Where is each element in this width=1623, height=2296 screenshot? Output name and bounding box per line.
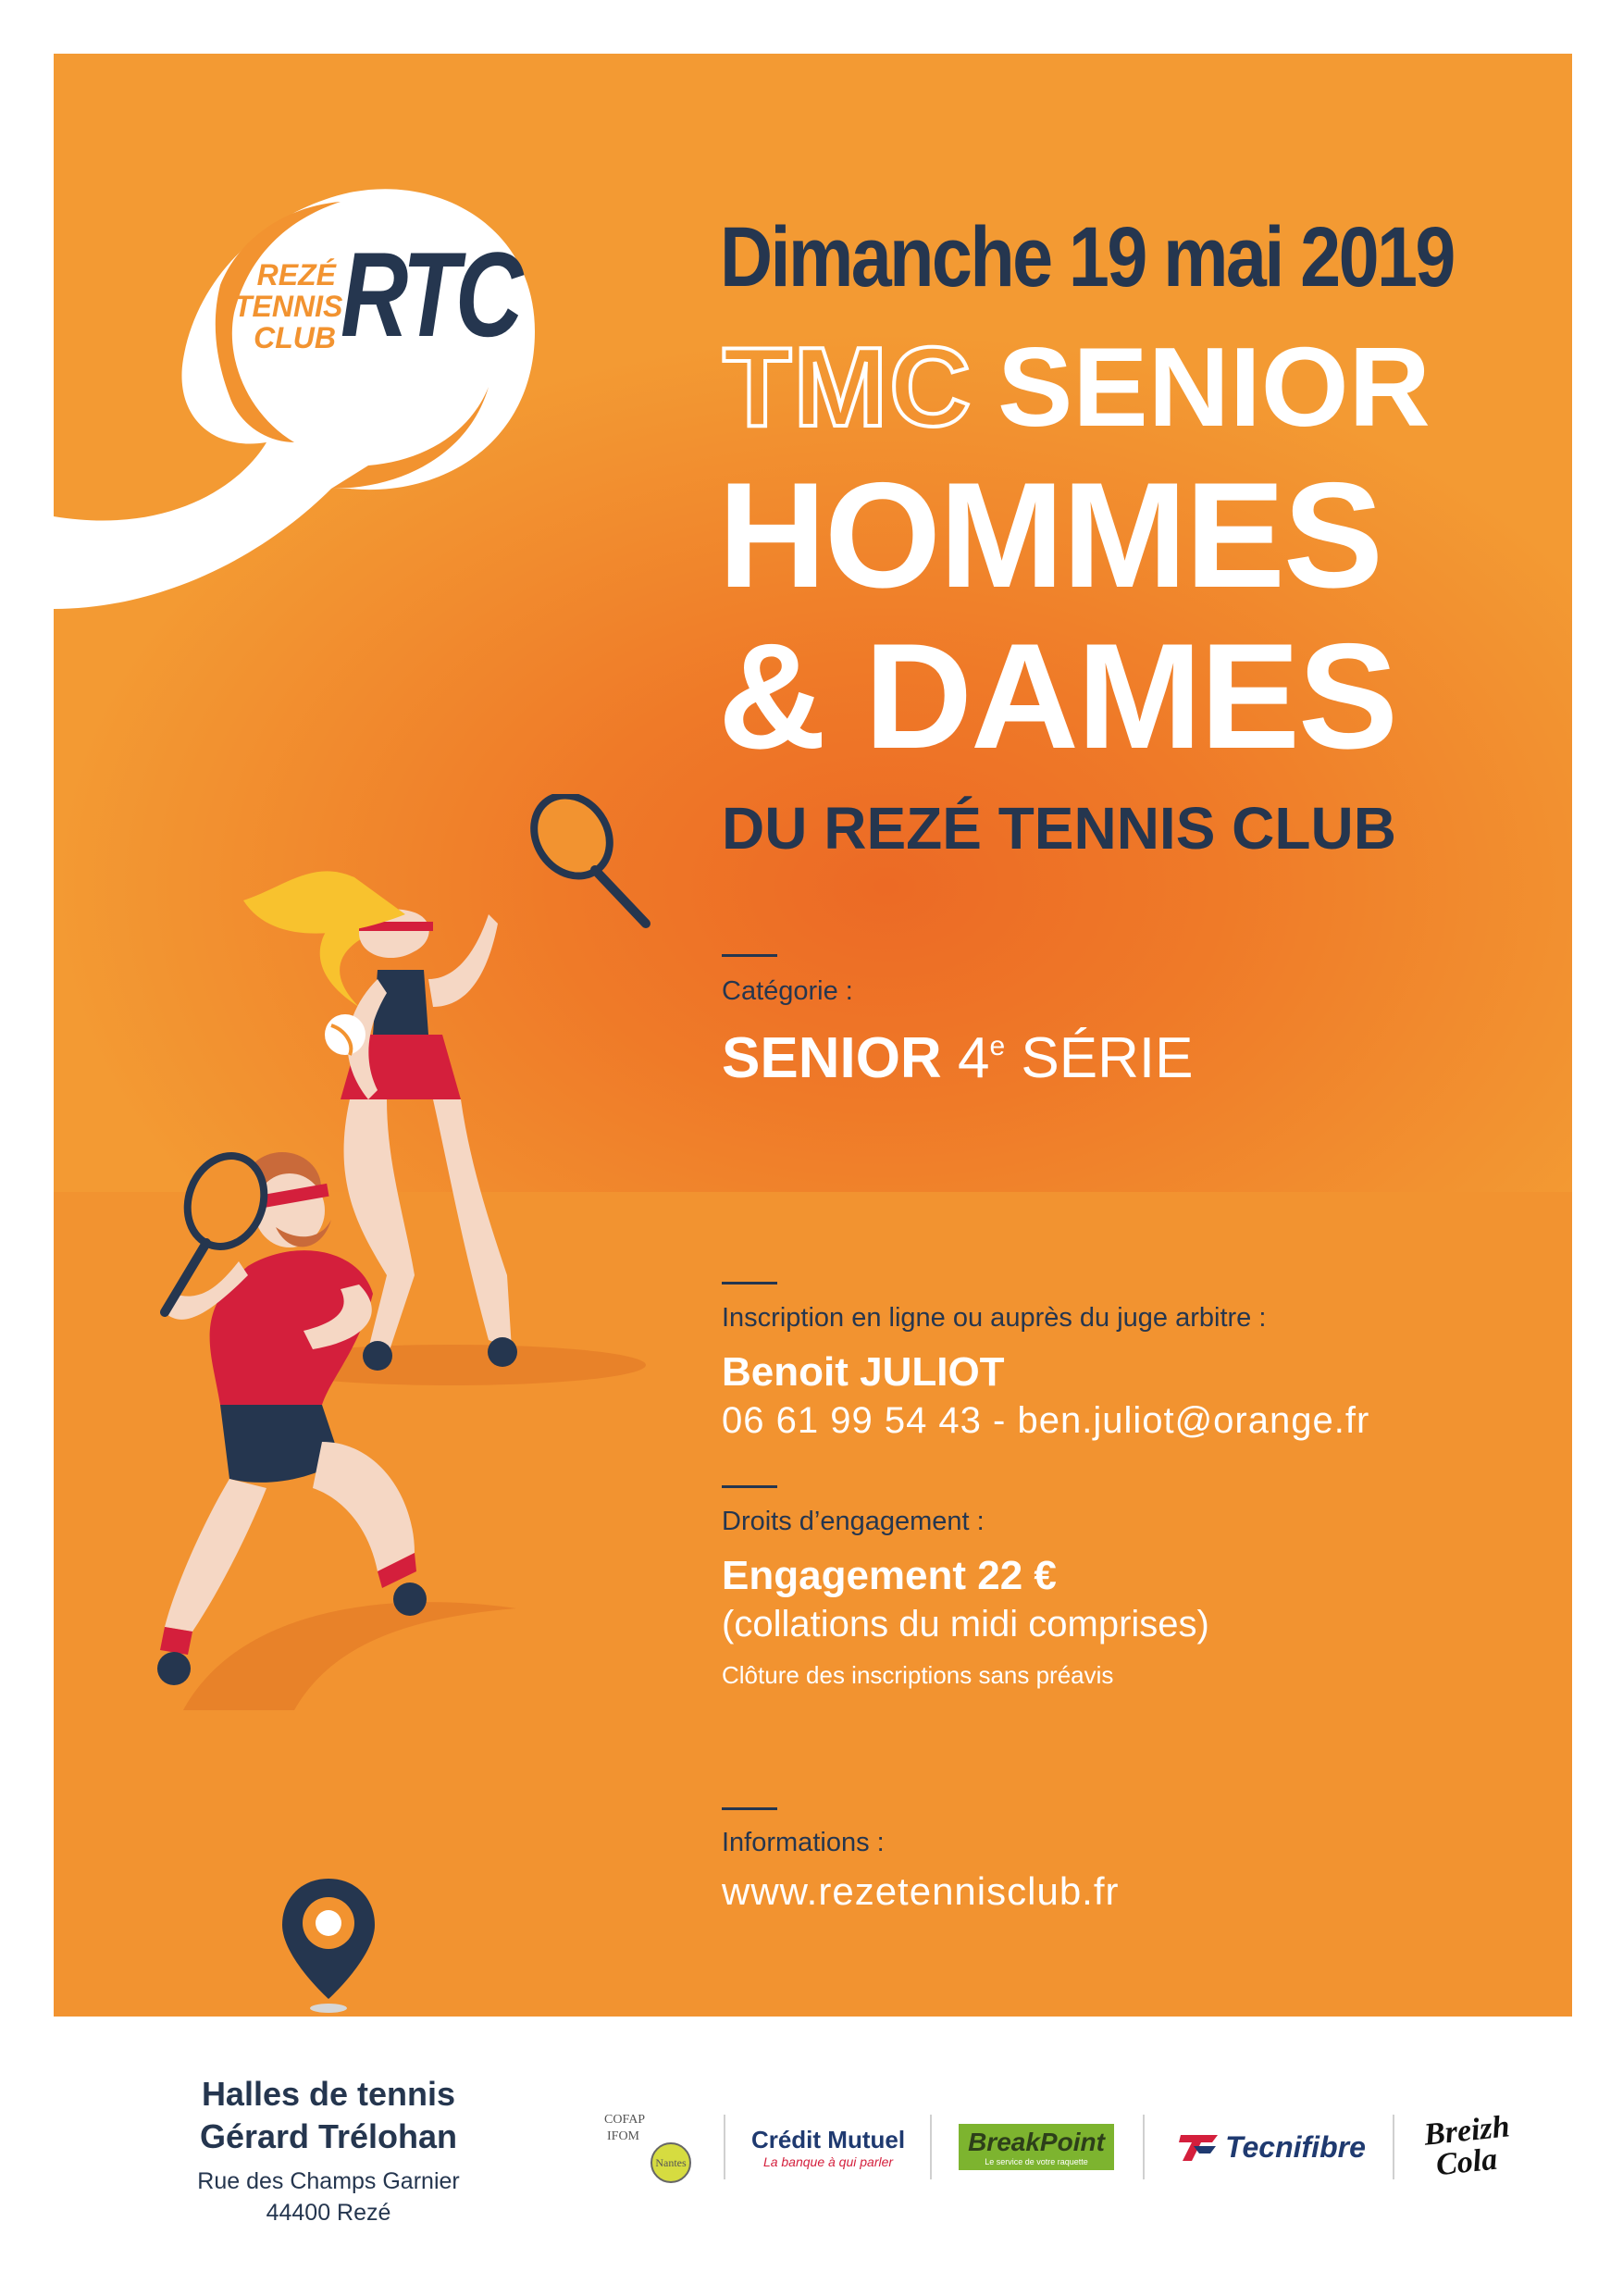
venue-name-2: Gérard Trélohan <box>199 2117 458 2155</box>
category-label: Catégorie : <box>722 976 853 1006</box>
location-pin-icon <box>282 1879 375 2017</box>
headline-tmc: TMC <box>723 324 973 450</box>
sponsor-tecnifibre[interactable] <box>1161 2105 1383 2189</box>
poster <box>54 54 1572 2017</box>
venue-street: Rue des Champs Garnier <box>197 2168 460 2194</box>
credit-mutuel-tagline: La banque à qui parler <box>762 2153 894 2169</box>
logo-club-line-3: CLUB <box>254 321 336 354</box>
info-url[interactable]: www.rezetennisclub.fr <box>722 1869 1120 1913</box>
logo-club-lines <box>234 258 343 354</box>
tecnifibre-logo-icon <box>1179 2131 1220 2163</box>
referee-name: Benoit JULIOT <box>722 1349 1005 1395</box>
registration-label: Inscription en ligne ou auprès du juge arbitre : <box>722 1303 1267 1333</box>
sponsor-cofap[interactable] <box>600 2105 711 2189</box>
divider <box>722 954 777 957</box>
credit-mutuel-name: Crédit Mutuel <box>750 2125 906 2153</box>
category-level-sup: e <box>989 1031 1006 1061</box>
tecnifibre-name: Tecnifibre <box>1225 2129 1366 2164</box>
fees-note: (collations du midi comprises) <box>722 1604 1209 1644</box>
info-label: Informations : <box>722 1828 885 1857</box>
headline-senior: SENIOR <box>997 324 1431 450</box>
logo-letters: RTC <box>341 227 519 362</box>
category-level-bold: SENIOR <box>722 1026 942 1090</box>
sponsor-breizh-cola[interactable] <box>1406 2105 1527 2189</box>
fees-closing: Clôture des inscriptions sans préavis <box>722 1661 1114 1689</box>
logo-club-line-2: TENNIS <box>234 290 343 323</box>
referee-contact[interactable]: 06 61 99 54 43 - ben.juliot@orange.fr <box>722 1400 1370 1441</box>
venue-city: 44400 Rezé <box>266 2200 391 2226</box>
sponsor-separator <box>1143 2115 1145 2179</box>
breakpoint-tagline: Le service de votre raquette <box>985 2157 1088 2166</box>
category-level-num: 4 <box>957 1026 990 1090</box>
fees-amount: Engagement 22 € <box>722 1553 1057 1598</box>
event-date: Dimanche 19 mai 2019 <box>720 210 1454 304</box>
category-level-rest: SÉRIE <box>1021 1026 1194 1090</box>
breizh-line-2: Cola <box>1434 2141 1499 2183</box>
breizh-line-1: Breizh <box>1421 2109 1511 2153</box>
cofap-line-3: Nantes <box>650 2142 691 2183</box>
headline-club: DU REZÉ TENNIS CLUB <box>722 795 1396 862</box>
fees-label: Droits d’engagement : <box>722 1507 985 1536</box>
cofap-line-1: COFAP <box>604 2113 646 2127</box>
divider <box>722 1807 777 1810</box>
sponsor-breakpoint[interactable] <box>948 2105 1124 2189</box>
tennis-players-illustration <box>54 794 720 1719</box>
sponsor-separator <box>1393 2115 1394 2179</box>
sponsor-separator <box>724 2115 725 2179</box>
divider <box>722 1485 777 1488</box>
logo-club-line-1: REZÉ <box>256 258 336 292</box>
sponsor-credit-mutuel[interactable] <box>740 2105 916 2189</box>
venue-block <box>111 2073 546 2228</box>
headline-hommes: HOMMES <box>718 452 1381 619</box>
cofap-line-2: IFOM <box>607 2129 640 2143</box>
breakpoint-name: BreakPoint <box>968 2128 1105 2156</box>
category-level <box>722 1025 1193 1091</box>
venue-name-1: Halles de tennis <box>201 2075 456 2113</box>
divider <box>722 1282 777 1285</box>
sponsor-separator <box>930 2115 932 2179</box>
headline-dames: & DAMES <box>718 613 1397 780</box>
